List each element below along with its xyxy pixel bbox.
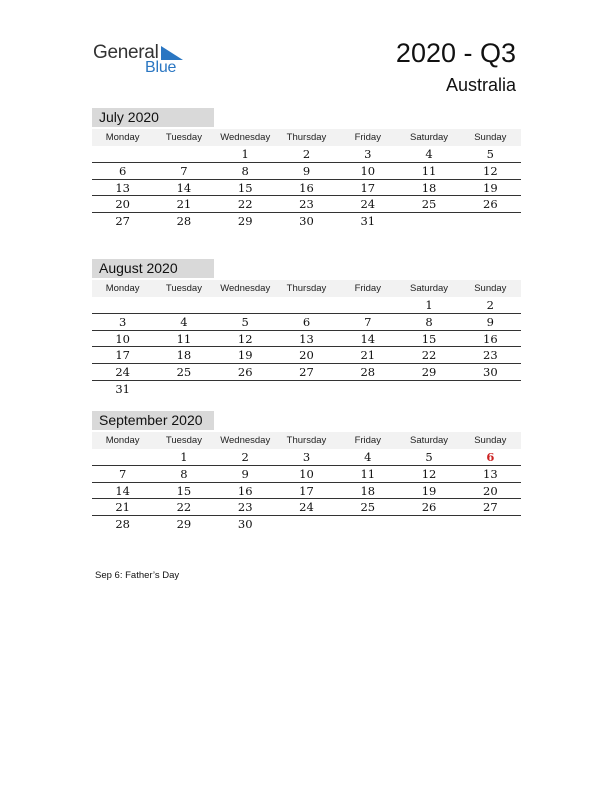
day-cell: 2 [241, 450, 249, 464]
day-cell: 23 [237, 500, 253, 515]
weekday-label: Friday [354, 283, 381, 294]
day-cell [92, 449, 153, 465]
day-cell: 8 [180, 466, 188, 481]
weekday-label: Sunday [474, 283, 507, 294]
day-cell: 17 [115, 348, 130, 363]
day-cell: 14 [176, 180, 192, 195]
weekday-label: Monday [105, 283, 140, 294]
day-cell: 30 [299, 214, 314, 229]
day-cell: 1 [180, 450, 188, 464]
day-cell: 7 [180, 163, 188, 178]
day-cell: 9 [302, 163, 311, 178]
day-cell: 21 [115, 500, 130, 515]
country-label: Australia [445, 75, 516, 95]
day-cell: 27 [483, 500, 498, 515]
day-cell: 8 [425, 314, 433, 329]
weekday-label: Wednesday [220, 283, 271, 294]
day-cell: 19 [421, 483, 437, 498]
week-row [92, 449, 521, 466]
day-cell [276, 381, 337, 398]
month-label: July 2020 [92, 108, 214, 127]
weekday-label: Thursday [286, 435, 327, 446]
day-cell: 24 [115, 365, 130, 380]
day-cell: 13 [299, 331, 314, 346]
day-cell: 28 [176, 214, 192, 229]
day-cell: 31 [115, 381, 130, 396]
day-cell: 2 [486, 298, 494, 312]
month-label: August 2020 [92, 259, 214, 278]
week-row [92, 297, 521, 314]
day-cell: 7 [364, 314, 372, 329]
day-cell [276, 297, 337, 313]
day-cell: 19 [237, 348, 253, 363]
day-cell: 14 [360, 331, 376, 346]
month-september [92, 411, 521, 533]
weekday-label: Tuesday [165, 132, 202, 143]
weekday-label: Tuesday [165, 283, 202, 294]
day-cell: 1 [241, 147, 249, 161]
day-cell: 10 [115, 331, 130, 346]
day-cell: 30 [237, 517, 253, 532]
weekday-label: Monday [105, 132, 140, 143]
day-cell [337, 516, 398, 533]
week-row [92, 314, 521, 331]
day-cell: 7 [118, 466, 127, 481]
month-label: September 2020 [92, 411, 214, 430]
day-cell [337, 381, 398, 398]
day-cell: 21 [176, 197, 192, 212]
week-row [92, 196, 521, 213]
weekday-label: Thursday [286, 132, 327, 143]
day-cell: 9 [486, 314, 494, 329]
week-row [92, 483, 521, 500]
day-cell: 1 [425, 298, 433, 312]
week-row [92, 499, 521, 516]
day-cell [92, 146, 153, 162]
day-cell: 9 [241, 466, 249, 481]
day-cell: 16 [237, 483, 253, 498]
day-cell [460, 381, 521, 398]
day-cell: 10 [299, 466, 314, 481]
weekday-label: Sunday [474, 435, 507, 446]
day-cell: 25 [176, 365, 192, 380]
day-cell: 13 [483, 466, 498, 481]
day-cell [337, 297, 398, 313]
month-july [92, 108, 521, 230]
day-cell: 6 [486, 450, 495, 464]
day-cell: 12 [237, 331, 253, 346]
weekday-label: Wednesday [220, 435, 271, 446]
week-row [92, 331, 521, 348]
day-cell: 5 [241, 314, 249, 329]
day-cell [215, 297, 276, 313]
weekday-label: Wednesday [220, 132, 271, 143]
weekday-label: Friday [354, 132, 381, 143]
day-cell: 8 [241, 163, 249, 178]
day-cell: 16 [483, 331, 498, 346]
weekday-header [92, 432, 521, 449]
day-cell: 17 [299, 483, 314, 498]
day-cell: 28 [360, 365, 376, 380]
day-cell: 20 [299, 348, 314, 363]
week-row [92, 213, 521, 230]
week-row [92, 146, 521, 163]
day-cell: 29 [237, 214, 253, 229]
day-cell: 23 [299, 197, 314, 212]
week-row [92, 364, 521, 381]
day-cell [398, 516, 459, 533]
day-cell: 26 [237, 365, 253, 380]
day-cell: 12 [421, 466, 437, 481]
day-cell: 16 [299, 180, 314, 195]
day-cell: 19 [483, 180, 498, 195]
week-row [92, 163, 521, 180]
day-cell [153, 381, 214, 398]
day-cell: 13 [115, 180, 130, 195]
day-cell: 22 [237, 197, 253, 212]
day-cell: 29 [421, 365, 437, 380]
day-cell: 2 [302, 147, 311, 161]
weekday-label: Saturday [410, 283, 449, 294]
weekday-label: Monday [105, 435, 140, 446]
holiday-note: Sep 6: Father’s Day [95, 570, 180, 581]
day-cell: 22 [421, 348, 437, 363]
day-cell: 31 [360, 214, 376, 229]
week-row [92, 347, 521, 364]
day-cell: 14 [115, 483, 130, 498]
day-cell: 17 [360, 180, 376, 195]
day-cell [460, 516, 521, 533]
week-row [92, 180, 521, 197]
weekday-label: Tuesday [165, 435, 202, 446]
week-row [92, 381, 521, 398]
day-cell: 22 [176, 500, 192, 515]
day-cell: 20 [115, 197, 130, 212]
day-cell: 6 [118, 163, 127, 178]
day-cell [215, 381, 276, 398]
day-cell: 15 [176, 483, 192, 498]
weekday-label: Friday [354, 435, 381, 446]
weekday-label: Saturday [410, 132, 449, 143]
logo-general-text: General [93, 42, 159, 63]
day-cell: 11 [176, 331, 192, 346]
day-cell [276, 516, 337, 533]
week-row [92, 516, 521, 533]
day-cell [398, 213, 459, 230]
weekday-label: Sunday [474, 132, 507, 143]
logo-flag-icon [161, 46, 183, 60]
day-cell [460, 213, 521, 230]
weekday-label: Saturday [410, 435, 449, 446]
day-cell: 18 [176, 348, 192, 363]
weekday-header [92, 280, 521, 297]
day-cell: 18 [421, 180, 437, 195]
day-cell: 27 [115, 214, 130, 229]
day-cell: 26 [421, 500, 437, 515]
day-cell: 24 [299, 500, 314, 515]
weekday-header [92, 129, 521, 146]
day-cell: 25 [360, 500, 376, 515]
day-cell: 5 [425, 450, 433, 464]
day-cell: 27 [299, 365, 314, 380]
day-cell: 5 [486, 147, 494, 161]
day-cell: 4 [425, 147, 433, 161]
day-cell: 11 [360, 466, 376, 481]
month-august [92, 259, 521, 398]
day-cell: 4 [364, 450, 372, 464]
day-cell: 3 [302, 450, 311, 464]
day-cell [153, 146, 214, 162]
day-cell: 4 [180, 314, 188, 329]
day-cell [398, 381, 459, 398]
day-cell: 26 [483, 197, 498, 212]
day-cell: 10 [360, 163, 376, 178]
day-cell: 28 [115, 517, 130, 532]
day-cell: 3 [118, 314, 127, 329]
day-cell [92, 297, 153, 313]
logo-blue-text: Blue [145, 59, 177, 76]
day-cell [153, 297, 214, 313]
page-title: 2020 - Q3 [395, 38, 516, 68]
logo [93, 42, 193, 78]
weekday-label: Thursday [286, 283, 327, 294]
day-cell: 25 [421, 197, 437, 212]
day-cell: 30 [483, 365, 498, 380]
day-cell: 15 [237, 180, 253, 195]
day-cell: 18 [360, 483, 376, 498]
day-cell: 21 [360, 348, 376, 363]
day-cell: 15 [421, 331, 437, 346]
week-row [92, 466, 521, 483]
day-cell: 11 [421, 163, 437, 178]
day-cell: 20 [483, 483, 498, 498]
day-cell: 6 [302, 314, 311, 329]
day-cell: 23 [483, 348, 498, 363]
day-cell: 24 [360, 197, 376, 212]
day-cell: 3 [364, 147, 372, 161]
day-cell: 12 [483, 163, 498, 178]
day-cell: 29 [176, 517, 192, 532]
